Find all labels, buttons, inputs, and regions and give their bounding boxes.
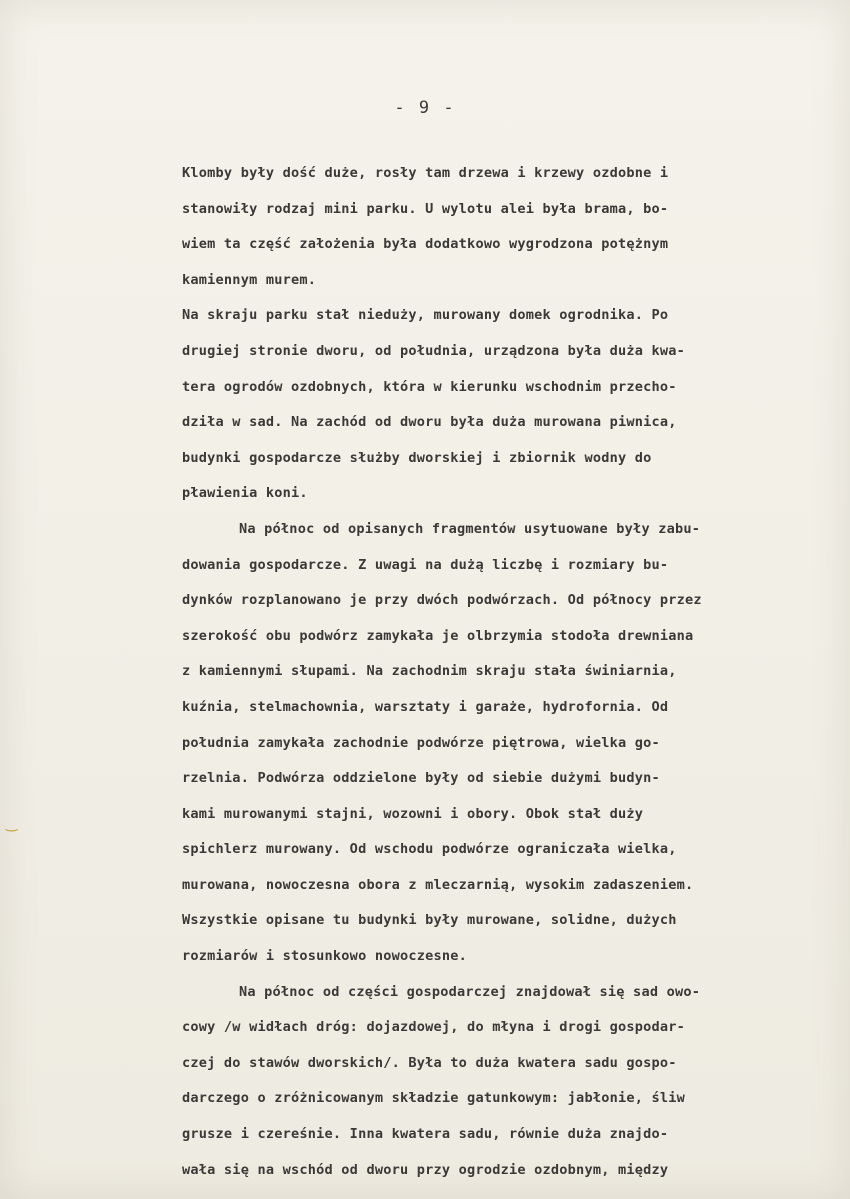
text-line: dziła w sad. Na zachód od dworu była duża murowana piwnica, [182,414,677,431]
text-line: południa zamykała zachodnie podwórze piętrowa, wielka go- [182,734,660,751]
text-line: stanowiły rodzaj mini parku. U wylotu alei była brama, bo- [182,200,669,217]
text-line: murowana, nowoczesna obora z mleczarnią, wysokim zadaszeniem. [182,876,694,893]
text-line: spichlerz murowany. Od wschodu podwórze ograniczała wielka, [182,841,677,858]
text-line: drugiej stronie dworu, od południa, urządzona była duża kwa- [182,342,686,359]
text-line: kuźnia, stelmachownia, warsztaty i garaże, hydrofornia. Od [182,698,669,715]
text-line: darczego o zróżnicowanym składzie gatunkowym: jabłonie, śliw [182,1090,686,1107]
body-text [182,156,822,1188]
text-line: tera ogrodów ozdobnych, która w kierunku wschodnim przecho- [182,378,677,395]
text-line: kami murowanymi stajni, wozowni i obory. Obok stał duży [182,805,644,822]
text-line: Wszystkie opisane tu budynki były murowane, solidne, dużych [182,912,677,929]
text-line: dynków rozplanowano je przy dwóch podwórzach. Od północy przez [182,592,702,609]
text-line: Klomby były dość duże, rosły tam drzewa i krzewy ozdobne i [182,165,669,181]
text-line: kamiennym murem. [182,271,317,288]
text-line: rzelnia. Podwórza oddzielone były od siebie dużymi budyn- [182,770,660,787]
text-line: dowania gospodarcze. Z uwagi na dużą liczbę i rozmiary bu- [182,556,669,573]
text-line: Na północ od części gospodarczej znajdował się sad owo- [239,983,701,1000]
text-line: rozmiarów i stosunkowo nowoczesne. [182,948,468,965]
text-line: pławienia koni. [182,485,308,502]
text-line: szerokość obu podwórz zamykała je olbrzymia stodoła drewniana [182,627,694,644]
text-line: budynki gospodarcze służby dworskiej i zbiornik wodny do [182,449,652,466]
text-line: wiem ta część założenia była dodatkowo wygrodzona potężnym [182,236,669,253]
margin-tick-mark-icon: ‿ [6,816,18,832]
text-line: Na skraju parku stał nieduży, murowany domek ogrodnika. Po [182,307,669,324]
text-line: wała się na wschód od dworu przy ogrodzie ozdobnym, między [182,1161,669,1178]
page-number: - 9 - [394,98,456,118]
text-line: cowy /w widłach dróg: dojazdowej, do młyna i drogi gospodar- [182,1019,686,1036]
text-line: Na północ od opisanych fragmentów usytuowane były zabu- [239,520,701,537]
text-line: grusze i czereśnie. Inna kwatera sadu, równie duża znajdo- [182,1126,669,1143]
text-line: czej do stawów dworskich/. Była to duża kwatera sadu gospo- [182,1054,677,1071]
text-line: z kamiennymi słupami. Na zachodnim skraju stała świniarnia, [182,663,677,680]
